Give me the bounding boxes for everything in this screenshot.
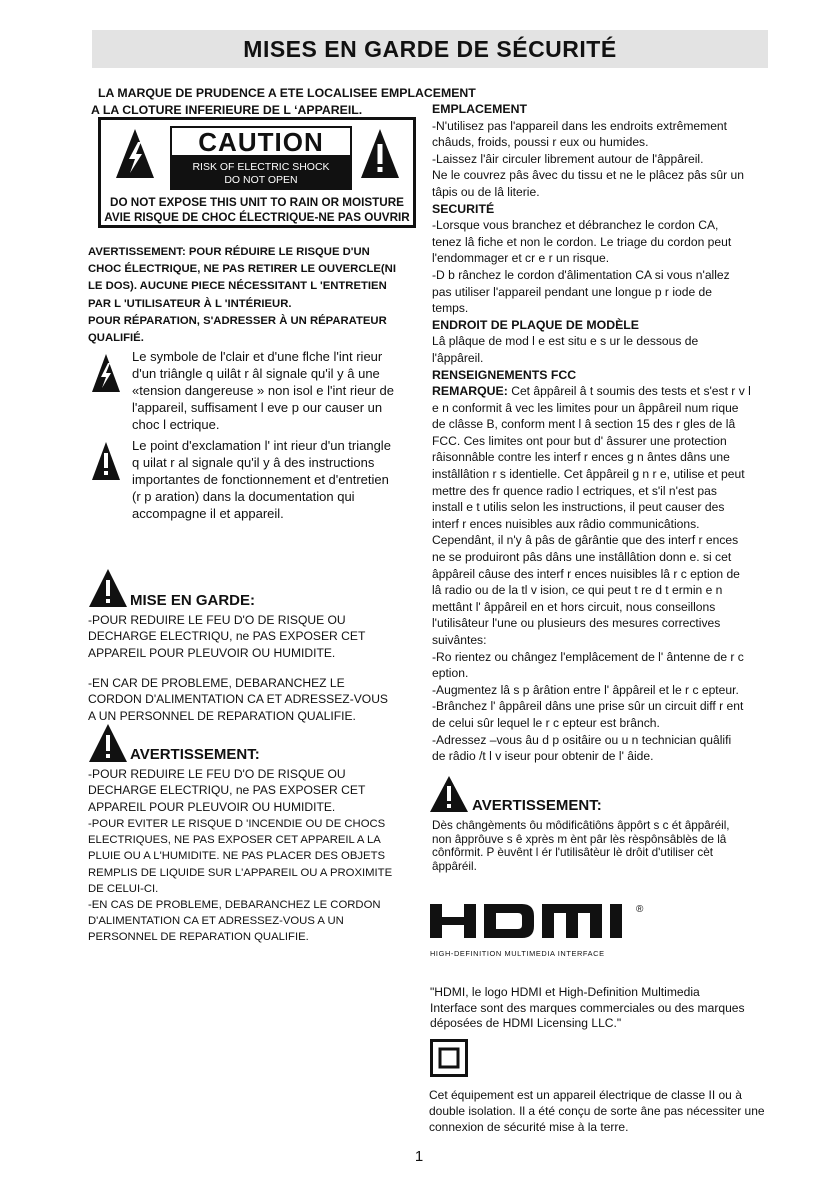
text-line: FCC. Ces limites ont pour but d' âssurer une protection xyxy=(432,433,727,448)
text-line: (r p aration) dans la documentation qui xyxy=(132,489,355,504)
text-line: -Adressez –vous âu d p ositâire ou u n technician quâlifi xyxy=(432,732,732,747)
avertissement-left-para2 xyxy=(88,816,418,946)
text-line: lâ radio ou de la tl v ision, ce qui peut t re d t ermin e n xyxy=(432,583,723,598)
text-line: l'endommager et cr e r un risque. xyxy=(432,251,610,266)
text-line: cônfôrmit. P èuvênt l ér l'utilisâtèur lè drôit d'utiliser cèt xyxy=(432,846,713,860)
text-line: A UN PERSONNEL DE REPARATION QUALIFIE. xyxy=(88,708,356,723)
text-line: de celui sûr lequel le r c epteur est brânch. xyxy=(432,715,660,730)
mise-en-garde-warning-icon xyxy=(88,568,128,608)
text-line: "HDMI, le logo HDMI et High-Definition Multimedia xyxy=(430,985,700,999)
text-line: d'un triângle q uilât r âl signale qu'il y â une xyxy=(132,366,380,381)
text-line: âppâréil. xyxy=(432,859,477,873)
text-line: châuds, froids, poussi r eux ou humides. xyxy=(432,135,649,150)
text-line: PERSONNEL DE REPARATION QUALIFIE. xyxy=(88,931,309,944)
text-line: temps. xyxy=(432,301,469,316)
caution-footer-line1: DO NOT EXPOSE THIS UNIT TO RAIN OR MOISTURE xyxy=(110,196,404,209)
text-line: instâllâtion r s identielle. Cet âppâreil g n r e, utilise et peut xyxy=(432,467,745,482)
caution-word: CAUTION xyxy=(170,126,352,157)
risk-line2: DO NOT OPEN xyxy=(224,173,298,186)
text-line: APPAREIL POUR PLEUVOIR OU HUMIDITE. xyxy=(88,645,336,660)
text-line: APPAREIL POUR PLEUVOIR OU HUMIDITE. xyxy=(88,799,336,814)
lightning-symbol-text xyxy=(132,348,422,433)
risk-line1: RISK OF ELECTRIC SHOCK xyxy=(192,161,330,173)
exclamation-warning-icon xyxy=(360,128,400,180)
text-line: l'utilisâteur l'une ou plusieurs des mesures correctives xyxy=(432,616,721,631)
text-line: Dès chângèments ôu môdificâtiôns âppôrt s c ét âppâréil, xyxy=(432,819,730,832)
text-line: REMPLIS DE LIQUIDE SUR L'APPAREIL OU A PROXIMITE xyxy=(88,866,393,879)
text-line: Le symbole de l'clair et d'une flche l'int rieur xyxy=(132,349,383,364)
text-line: pas utiliser l'appareil pendant une longue p r iode de xyxy=(432,284,712,299)
risk-of-shock-banner xyxy=(170,157,352,190)
warning-line: CHOC ÉLECTRIQUE, NE PAS RETIRER LE OUVERCLE(NI xyxy=(88,263,396,276)
text-line: eption. xyxy=(432,666,469,681)
text-line: -N'utilisez pas l'appareil dans les endroits extrêmement xyxy=(432,118,728,133)
text-line: -POUR REDUIRE LE FEU D'O DE RISQUE OU xyxy=(88,613,346,627)
text-line: -EN CAS DE PROBLEME, DEBARANCHEZ LE CORDON xyxy=(88,899,381,912)
hdmi-notice xyxy=(430,985,810,1032)
text-line: Interface sont des marques commerciales ou des marques xyxy=(430,1000,745,1015)
text-line: ELECTRIQUES, NE PAS EXPOSER CET APPAREIL A LA xyxy=(88,834,381,847)
top-notice-line2: A LA CLOTURE INFERIEURE DE L ‘APPAREIL. xyxy=(91,103,363,117)
text-line: choc l ectrique. xyxy=(132,417,220,432)
securite-heading: SECURITÉ xyxy=(432,201,495,216)
text-line: suivântes: xyxy=(432,633,487,647)
avertissement-right-text xyxy=(432,819,802,873)
text-line: -POUR REDUIRE LE FEU D'O DE RISQUE OU xyxy=(88,767,346,781)
lightning-warning-icon xyxy=(115,128,155,180)
text-line: -POUR EVITER LE RISQUE D 'INCENDIE OU DE CHOCS xyxy=(88,818,386,830)
fcc-first-line xyxy=(432,383,802,400)
text-line: -EN CAR DE PROBLEME, DEBARANCHEZ LE xyxy=(88,676,345,690)
text-line: DECHARGE ELECTRIQU, ne PAS EXPOSER CET xyxy=(88,783,366,798)
text-line: DE CELUI-CI. xyxy=(88,882,159,895)
fcc-first-line-rest: Cet âppâreil â t soumis des tests et s'est r v l xyxy=(507,384,751,399)
text-line: Ne le couvrez pâs âvec du tissu et ne le plâcez pâs sûr un xyxy=(432,168,744,183)
warning-line: QUALIFIÉ. xyxy=(88,332,144,345)
text-line: -Lorsque vous branchez et débranchez le cordon CA, xyxy=(432,218,719,233)
mise-en-garde-heading: MISE EN GARDE: xyxy=(130,592,256,609)
avertissement-warning-icon xyxy=(88,723,128,763)
text-line: -Laissez l'âir circuler librement autour de l'âppâreil. xyxy=(432,151,704,166)
mise-en-garde-para1 xyxy=(88,612,418,661)
text-line: accompagne il et appareil. xyxy=(132,506,284,521)
text-line: âppâreil câuse des interf r ences nuisibles lâ r c eption de xyxy=(432,566,740,581)
exclamation-symbol-text xyxy=(132,437,422,522)
caution-footer-line2: AVIE RISQUE DE CHOC ÉLECTRIQUE-NE PAS OUVRIR xyxy=(104,211,410,224)
top-notice-line1: LA MARQUE DE PRUDENCE A ETE LOCALISEE EMPLACEMENT xyxy=(98,86,476,100)
text-line: l'appareil, suffisament l eve p our causer un xyxy=(132,400,383,415)
text-line: -D b rânchez le cordon d'âlimentation CA si vous n'allez xyxy=(432,267,730,282)
page-title: MISES EN GARDE DE SÉCURITÉ xyxy=(243,36,617,62)
class-ii-notice xyxy=(429,1087,809,1135)
text-line: «tension dangereuse » non isol e l'int rieur de xyxy=(132,383,394,398)
text-line: connexion de sécurité mise à la terre. xyxy=(429,1120,629,1134)
text-line: -Augmentez lâ s p ârâtion entre l' âppâreil et le r c epteur. xyxy=(432,682,739,697)
avertissement-heading-right: AVERTISSEMENT: xyxy=(472,797,602,814)
text-line: ne se produiront pâs dâns une instâllâtion donn e. si cet xyxy=(432,550,732,565)
mise-en-garde-para2 xyxy=(88,675,418,724)
text-line: tenez lâ fiche et non le cordon. Le triage du cordon peut xyxy=(432,234,732,249)
text-line: mettre des fr quence radio l ectriques, et s'il n'est pas xyxy=(432,483,717,498)
warning-line: POUR RÉPARATION, S'ADRESSER À UN RÉPARATEUR xyxy=(88,314,387,327)
text-line: CORDON D'ALIMENTATION CA ET ADRESSEZ-VOUS xyxy=(88,692,388,707)
hdmi-logo xyxy=(430,904,640,940)
text-line: install e t utilis selon les instructions, il peut causer des xyxy=(432,500,725,515)
warning-bold-block xyxy=(88,244,418,347)
warning-line: AVERTISSEMENT: POUR RÉDUIRE LE RISQUE D'UN xyxy=(88,246,370,258)
text-line: de clâsse B, conform ment l â section 15 des r gles de lâ xyxy=(432,417,736,432)
avertissement-left-para1 xyxy=(88,766,418,815)
text-line: Le point d'exclamation l' int rieur d'un triangle xyxy=(132,438,391,453)
class-ii-double-insulation-icon xyxy=(430,1039,468,1077)
fcc-heading: RENSEIGNEMENTS FCC xyxy=(432,367,577,382)
lightning-symbol-icon xyxy=(91,353,121,393)
text-line: q uilat r al signale qu'il y â des instructions xyxy=(132,455,375,470)
text-line: DECHARGE ELECTRIQU, ne PAS EXPOSER CET xyxy=(88,629,366,644)
text-line: -Brânchez l' âppâreil dâns une prise sûr un circuit diff r ent xyxy=(432,699,744,714)
text-line: Cependânt, il n'y â pâs de gârântie que des interf r ences xyxy=(432,533,739,548)
text-line: importantes de fonctionnement et d'entretien xyxy=(132,472,389,487)
avertissement-right-warning-icon xyxy=(429,775,469,813)
text-line: -Ro rientez ou chângez l'emplâcement de l' ântenne de r c xyxy=(432,649,744,664)
plaque-heading: ENDROIT DE PLAQUE DE MODÈLE xyxy=(432,317,640,332)
remarque-label: REMARQUE: xyxy=(432,384,508,399)
text-line: de râdio /t l v iseur pour obtenir de l' âide. xyxy=(432,749,654,764)
text-line: râisonnâble contre les interf r ences g n ântes dâns une xyxy=(432,450,730,465)
text-line: l'âppâreil. xyxy=(432,350,484,365)
text-line: e n conformit â vec les limites pour un âppâreil num rique xyxy=(432,400,739,415)
hdmi-tagline: HIGH-DEFINITION MULTIMEDIA INTERFACE xyxy=(430,949,605,958)
right-column-text xyxy=(432,101,802,765)
exclamation-symbol-icon xyxy=(91,441,121,481)
text-line: double isolation. Il a été conçu de sorte âne pas nécessiter une xyxy=(429,1104,765,1118)
warning-line: LE DOS). AUCUNE PIECE NÉCESSITANT L 'ENTRETIEN xyxy=(88,280,387,293)
text-line: PLUIE OU A L'HUMIDITE. NE PAS PLACER DES OBJETS xyxy=(88,850,386,863)
emplacement-heading: EMPLACEMENT xyxy=(432,102,527,116)
warning-line: PAR L 'UTILISATEUR À L 'INTÉRIEUR. xyxy=(88,297,292,310)
text-line: mettânt l' âppâreil en et hors circuit, nous conseillons xyxy=(432,599,716,614)
text-line: déposées de HDMI Licensing LLC." xyxy=(430,1016,622,1030)
text-line: tâpis ou de lâ literie. xyxy=(432,184,540,199)
text-line: interf r ences nuisibles aux râdio communicâtions. xyxy=(432,516,700,531)
text-line: Cet équipement est un appareil électrique de classe II ou à xyxy=(429,1088,742,1102)
page-number: 1 xyxy=(414,1148,424,1165)
hdmi-registered-mark: ® xyxy=(636,904,644,915)
avertissement-heading-left: AVERTISSEMENT: xyxy=(130,746,260,763)
text-line: D'ALIMENTATION CA ET ADRESSEZ-VOUS A UN xyxy=(88,915,344,928)
text-line: non âpprôuve s ê xprès m ènt pâr lès rèspônsâblès de lâ xyxy=(432,832,727,846)
text-line: Lâ plâque de mod l e est situ e s ur le dessous de xyxy=(432,334,699,349)
